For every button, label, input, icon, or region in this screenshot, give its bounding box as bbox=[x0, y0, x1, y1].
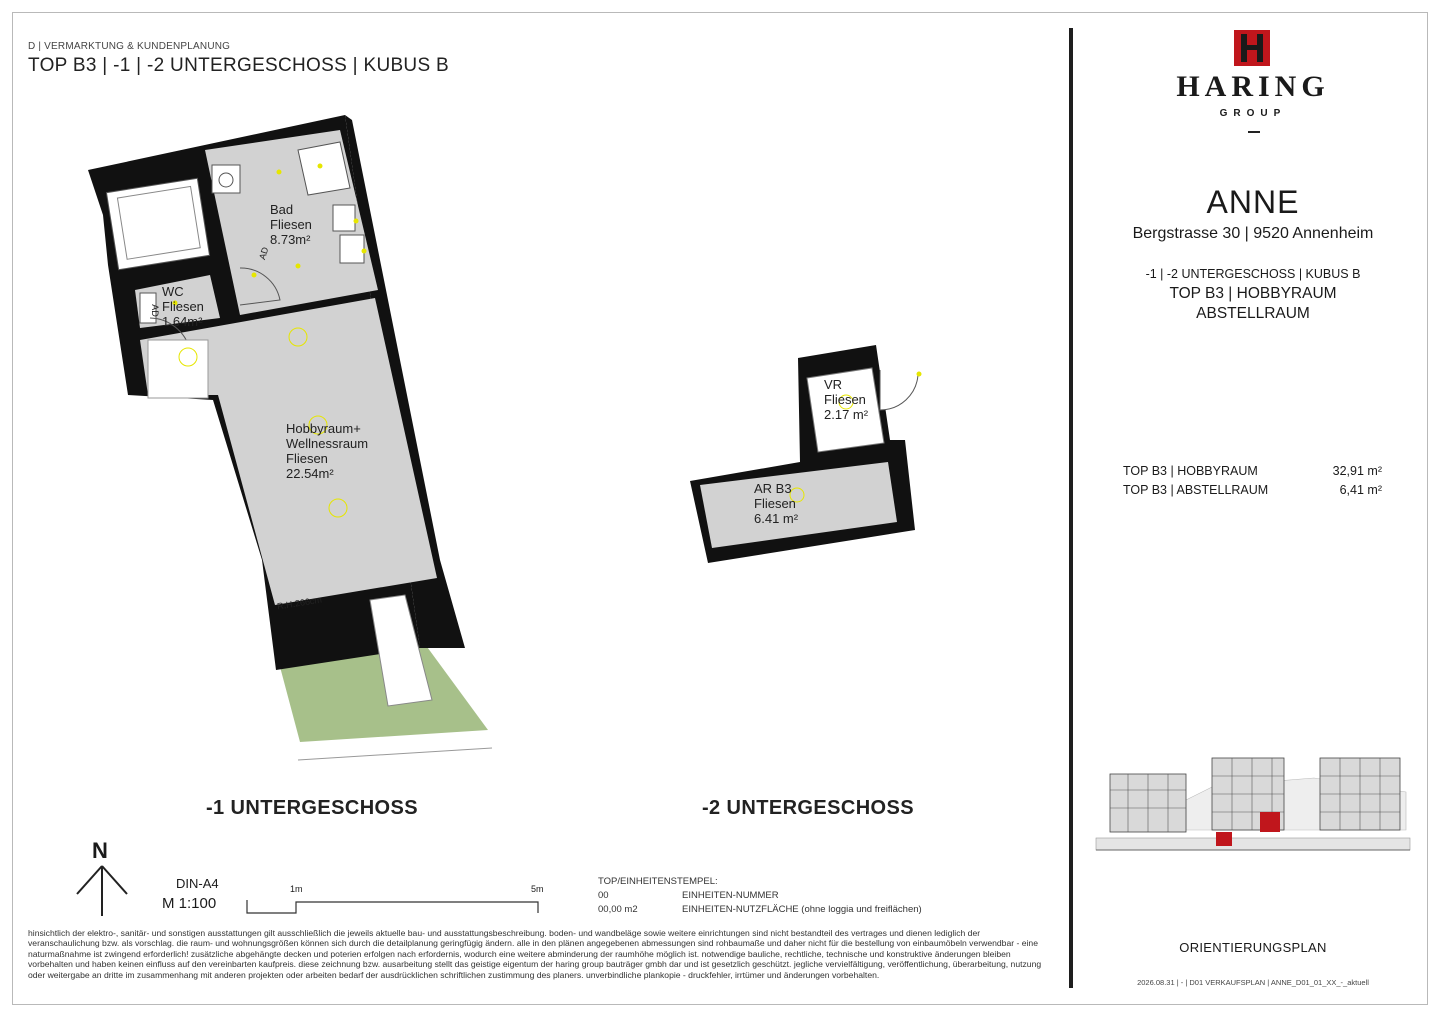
room-label-wc: WC Fliesen 1.64m² bbox=[162, 284, 204, 329]
north-arrow-icon bbox=[74, 862, 130, 918]
department-label: D | VERMARKTUNG & KUNDENPLANUNG bbox=[28, 41, 231, 52]
floor-label-minus1: -1 UNTERGESCHOSS bbox=[206, 797, 418, 819]
haring-logo-icon bbox=[1232, 28, 1272, 68]
unit-subtitle: ABSTELLRAUM bbox=[1196, 305, 1310, 322]
ad-mark: AD bbox=[149, 304, 160, 317]
floor-label-minus2: -2 UNTERGESCHOSS bbox=[702, 797, 914, 819]
unit-floors: -1 | -2 UNTERGESCHOSS | KUBUS B bbox=[1145, 267, 1361, 281]
area-value-abstellraum: 6,41 m² bbox=[1339, 483, 1382, 497]
floorplan-minus2 bbox=[685, 340, 925, 570]
stamp-desc-area: EINHEITEN-NUTZFLÄCHE (ohne loggia und freiflächen) bbox=[682, 904, 922, 915]
area-label-hobbyraum: TOP B3 | HOBBYRAUM bbox=[1123, 464, 1258, 478]
room-height-note: R.H.266cm bbox=[276, 594, 323, 612]
scalebar-label-5m: 5m bbox=[531, 884, 544, 894]
disclaimer-text: hinsichtlich der elektro-, sanitär- und sonstigen ausstattungen gilt ausschließlich die jeweils aktuelle bau- und ausstattungsbeschreibung. boden- und wandbeläge sowie weitere einrichtungen sind nicht bestandteil des vertrages und dienen lediglich der veranschaulichung bzw. als vorschlag. die raum- und wohnungsgrößen können sich durch die detailplanung geringfügig ändern. alle in den plänen angegebenen abmessungen sind rohbaumaße und daher nicht für die bestellung von einbaumöbeln verwendbar - eine naturmaßnahme ist zwingend erforderlich! zusätzliche abgehängte decken und poterien erfolgen nach erfordernis, wodurch eine weitere abminderung der raumhöhe möglich ist. notwendige bauliche, rechtliche, technische und konstruktive änderungen bleiben vorbehalten und haben keinen einfluss auf den vereinbarten kaufpreis. diese zeichnung bzw. ausarbeitung stellt das geistige eigentum der haring group bauträger gmbh dar und ist gesetzlich geschützt. jegliche vervielfältigung, veröffentlichung, überarbeitung, nutzung oder weitergabe an dritte im zusammenhang mit anderen projekten oder arbeiten bedarf der ausdrücklichen schriftlichen zustimmung des planers. unverbindliche plankopie - druckfehler, irrtümer und änderungen vorbehalten. bbox=[28, 928, 1042, 980]
stamp-code-number: 00 bbox=[598, 890, 609, 901]
sidebar-divider bbox=[1069, 28, 1073, 988]
stamp-title: TOP/EINHEITENSTEMPEL: bbox=[598, 876, 718, 887]
room-label-hobbyraum: Hobbyraum+ Wellnessraum Fliesen 22.54m² bbox=[286, 421, 369, 481]
plan-footer-code: 2026.08.31 | - | D01 VERKAUFSPLAN | ANNE_D01_01_XX_-_aktuell bbox=[1137, 978, 1369, 987]
area-label-abstellraum: TOP B3 | ABSTELLRAUM bbox=[1123, 483, 1269, 497]
area-value-hobbyraum: 32,91 m² bbox=[1332, 464, 1382, 478]
room-label-vr: VR Fliesen 2.17 m² bbox=[824, 377, 869, 422]
room-label-bad: Bad Fliesen 8.73m² bbox=[270, 202, 312, 247]
page-title: TOP B3 | -1 | -2 UNTERGESCHOSS | KUBUS B bbox=[28, 55, 449, 76]
scalebar bbox=[244, 896, 544, 916]
project-address: Bergstrasse 30 | 9520 Annenheim bbox=[1132, 225, 1374, 242]
logo-wordmark: HARING bbox=[1176, 70, 1330, 103]
paper-format: DIN-A4 bbox=[176, 876, 219, 891]
logo-dash bbox=[1248, 131, 1260, 133]
stamp-code-area: 00,00 m2 bbox=[598, 904, 638, 915]
unit-title: TOP B3 | HOBBYRAUM bbox=[1169, 285, 1337, 302]
logo-subline: GROUP bbox=[1219, 108, 1287, 119]
stamp-desc-number: EINHEITEN-NUMMER bbox=[682, 890, 779, 901]
orientation-label: ORIENTIERUNGSPLAN bbox=[1179, 940, 1327, 955]
orientation-plan-illustration bbox=[1094, 752, 1414, 856]
ad-mark: AD bbox=[257, 245, 271, 261]
scalebar-label-1m: 1m bbox=[290, 884, 303, 894]
room-label-ar: AR B3 Fliesen 6.41 m² bbox=[754, 481, 799, 526]
scale-ratio: M 1:100 bbox=[162, 895, 217, 912]
north-label: N bbox=[92, 838, 108, 863]
project-name: ANNE bbox=[1206, 184, 1300, 220]
